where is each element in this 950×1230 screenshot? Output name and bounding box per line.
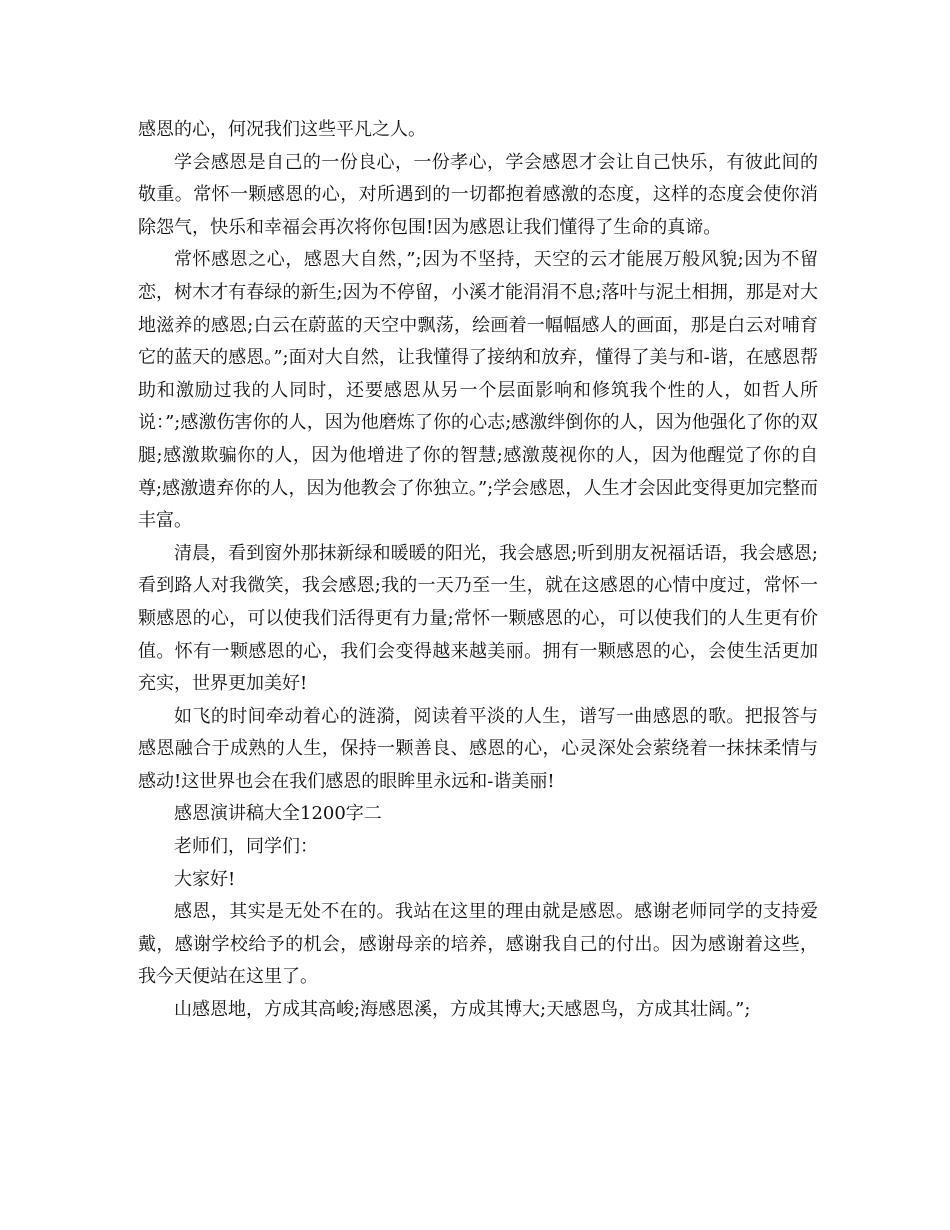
paragraph-4: 清晨，看到窗外那抹新绿和暖暖的阳光，我会感恩;听到朋友祝福话语，我会感恩;看到路人对我微笑，我会感恩;我的一天乃至一生，就在这感恩的心情中度过，常怀一颗感恩的心，可以使我们活得更有力量;常怀一颗感恩的心，可以使我们的人生更有价值。怀有一颗感恩的心，我们会变得越来越美丽。拥有一颗感恩的心，会使生活更加充实，世界更加美好!: [138, 542, 818, 695]
paragraph-6: 感恩，其实是无处不在的。我站在这里的理由就是感恩。感谢老师同学的支持爱戴，感谢学校给予的机会，感谢母亲的培养，感谢我自己的付出。因为感谢着这些，我今天便站在这里了。: [138, 901, 818, 988]
paragraph-1: 感恩的心，何况我们这些平凡之人。: [138, 119, 426, 140]
salutation: 老师们，同学们：: [174, 836, 318, 858]
paragraph-2: 学会感恩是自己的一份良心，一份孝心，学会感恩才会让自己快乐，有彼此间的敬重。常怀一颗感恩的心，对所遇到的一切都抱着感激的态度，这样的态度会使你消除怨气，快乐和幸福会再次将你包围!因为感恩让我们懂得了生命的真谛。: [138, 151, 818, 238]
greeting: 大家好!: [174, 868, 236, 890]
paragraph-3: 常怀感恩之心，感恩大自然，”;因为不坚持，天空的云才能展万般风貌;因为不留恋，树木才有春绿的新生;因为不停留，小溪才能涓涓不息;落叶与泥土相拥，那是对大地滋养的感恩;白云在蔚蓝的天空中飘荡，绘画着一幅幅感人的画面，那是白云对哺育它的蓝天的感恩。”;面对大自然，让我懂得了接纳和放弃，懂得了美与和-谐，在感恩帮助和激励过我的人同时，还要感恩从另一个层面影响和修筑我个性的人，如哲人所说：”;感激伤害你的人，因为他磨炼了你的心志;感激绊倒你的人，因为他强化了你的双腿;感激欺骗你的人，因为他增进了你的智慧;感激蔑视你的人，因为他醒觉了你的自尊;感激遗弃你的人，因为他教会了你独立。”;学会感恩，人生才会因此变得更加完整而丰富。: [138, 249, 818, 532]
paragraph-7: 山感恩地，方成其高峻;海感恩溪，方成其博大;天感恩鸟，方成其壮阔。”;: [174, 999, 751, 1021]
document-page: [138, 114, 818, 1027]
section-heading: 感恩演讲稿大全1200字二: [174, 803, 382, 825]
paragraph-5: 如飞的时间牵动着心的涟漪，阅读着平淡的人生，谱写一曲感恩的歌。把报答与感恩融合于成熟的人生，保持一颗善良、感恩的心，心灵深处会萦绕着一抹抹柔情与感动!这世界也会在我们感恩的眼眸里永远和-谐美丽!: [138, 705, 818, 792]
